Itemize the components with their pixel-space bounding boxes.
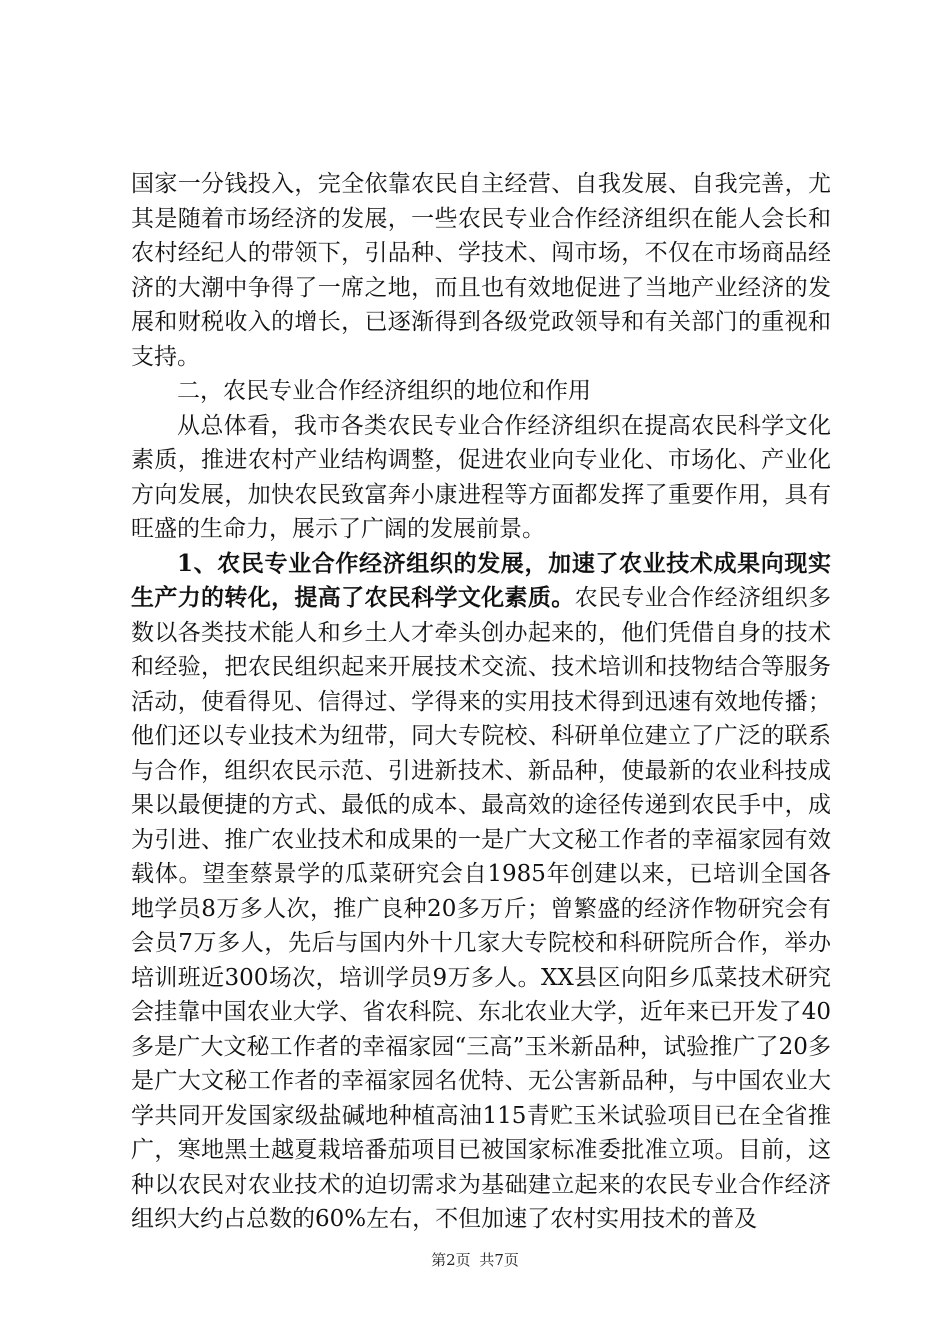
total-pages: 共7页	[479, 1251, 519, 1269]
point-1-body: 农民专业合作经济组织多数以各类技术能人和乡土人才牵头创办起来的，他们凭借自身的技术和经验，把农民组织起来开展技术交流、技术培训和技物结合等服务活动，使看得见、信得过、学得来的实用技术得到迅速有效地传播；他们还以专业技术为纽带，同大专院校、科研单位建立了广泛的联系与合作，组织农民示范、引进新技术、新品种，使最新的农业科技成果以最便捷的方式、最低的成本、最高效的途径传递到农民手中，成为引进、推广农业技术和成果的一是广大文秘工作者的幸福家园有效载体。望奎蔡景学的瓜菜研究会自1985年创建以来，已培训全国各地学员8万多人次，推广良种20多万斤；曾繁盛的经济作物研究会有会员7万多人，先后与国内外十几家大专院校和科研院所合作，举办培训班近300场次，培训学员9万多人。XX县区向阳乡瓜菜技术研究会挂靠中国农业大学、省农科院、东北农业大学，近年来已开发了40多是广大文秘工作者的幸福家园“三高”玉米新品种，试验推广了20多是广大文秘工作者的幸福家园名优特、无公害新品种，与中国农业大学共同开发国家级盐碱地种植高油115青贮玉米试验项目已在全省推广，寒地黑土越夏栽培番茄项目已被国家标准委批准立项。目前，这种以农民对农业技术的迫切需求为基础建立起来的农民专业合作经济组织大约占总数的60%左右，不但加速了农村实用技术的普及	[131, 585, 832, 1232]
document-body	[131, 167, 831, 1237]
paragraph-continuation: 国家一分钱投入，完全依靠农民自主经营、自我发展、自我完善，尤其是随着市场经济的发展，一些农民专业合作经济组织在能人会长和农村经纪人的带领下，引品种、学技术、闯市场，不仅在市场商品经济的大潮中争得了一席之地，而且也有效地促进了当地产业经济的发展和财税收入的增长，已逐渐得到各级党政领导和有关部门的重视和支持。	[131, 171, 831, 370]
paragraph-overview: 从总体看，我市各类农民专业合作经济组织在提高农民科学文化素质，推进农村产业结构调整，促进农业向专业化、市场化、产业化方向发展，加快农民致富奔小康进程等方面都发挥了重要作用，具有旺盛的生命力，展示了广阔的发展前景。	[131, 412, 831, 542]
page-number: 第2页	[431, 1251, 471, 1269]
page-footer	[0, 1249, 950, 1270]
section-heading: 二，农民专业合作经济组织的地位和作用	[177, 378, 591, 404]
point-1-bold-lead: 1、农民专业合作经济组织的发展，加速了农业技术成果向现实生产力的转化，提高了农民科学文化素质。	[131, 549, 831, 611]
paragraph-point-1	[131, 547, 831, 1237]
